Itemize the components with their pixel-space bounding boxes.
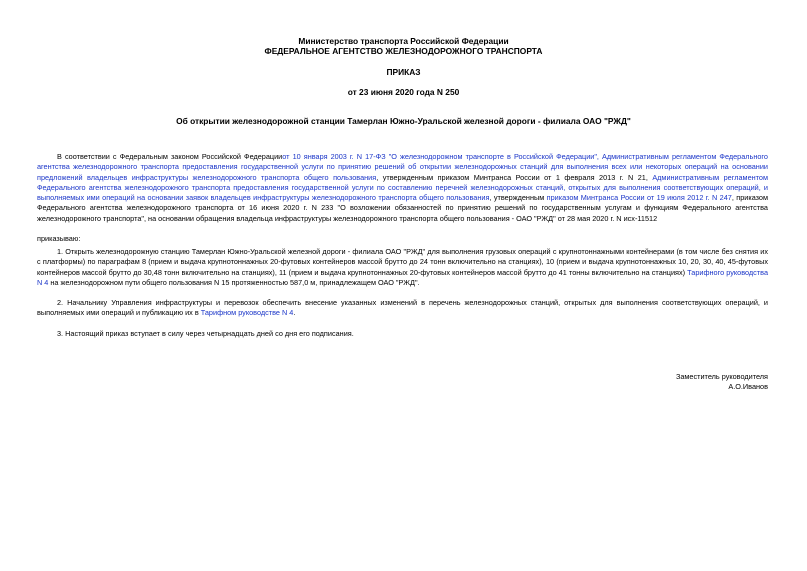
item-1-text-a: 1. Открыть железнодорожную станцию Тамерлан Южно-Уральской железной дороги - филиала ОАО "РЖД" для выполнения грузовых операций с крупнотоннажными контейнерами (в том числе без снятия их с платформы) по параграфам 8 (прием и выдача крупнотоннажных 20-футовых контейнеров массой брутто до 24 тонн включительно на станциях), 10 (прием и выдача крупнотоннажных 10, 20, 30, 40, 45-футовых контейнеров массой брутто до 30,48 тонн включительно на станциях), 11 (прием и выдача крупнотоннажных 20-футовых контейнеров массой брутто до 41 тонны включительно на станциях): [37, 247, 768, 277]
document-date-number: от 23 июня 2020 года N 250: [347, 87, 460, 97]
order-item-2: [37, 298, 768, 319]
preamble-text-1: В соответствии с Федеральным законом Российской Федерации: [57, 152, 283, 161]
federal-law-link[interactable]: от 10 января 2003 г. N 17-ФЗ "О железнодорожном транспорте в Российской Федерации", Административным регламентом Федерального агентства железнодорожного транспорта предоставления государственной услуги по принятию решений об открытии железнодорожных станций для выполнения всех или некоторых операций на основании предложений владельцев инфраструктуры железнодорожного транспорта общего пользования: [37, 152, 768, 182]
preamble-text-3: , утвержденным: [489, 193, 547, 203]
item-2-text-b: .: [293, 308, 296, 318]
order-word: приказываю:: [37, 234, 81, 243]
item-2-text-a: 2. Начальнику Управления инфраструктуры и перевозок обеспечить внесение указанных изменений в перечень железнодорожных станций, открытых для выполнения соответствующих операций, и выполняемых ими операций и публикацию их в: [37, 298, 768, 318]
admin-regulation-link[interactable]: Административным регламентом Федерального агентства железнодорожного транспорта предоставления государственной услуги по составлению перечней железнодорожных станций, открытых для выполнения соответствующих операций, и выполняемых ими операций на основании заявок владельцев инфраструктуры железнодорожного транспорта общего пользования: [37, 172, 768, 203]
signatory-position: Заместитель руководителя: [675, 372, 768, 381]
ministry-name: Министерство транспорта Российской Федерации: [298, 36, 509, 46]
order-item-1: [37, 247, 768, 288]
preamble-text-4: , приказом Федерального агентства железнодорожного транспорта от 16 июня 2020 г. N 233 "О возложении обязанностей по принятию решений по государственным услугам и функциям Федерального агентства железнодорожного транспорта", на основании обращения владельца инфраструктуры железнодорожного транспорта общего пользования - ОАО "РЖД" от 28 мая 2020 г. N исх-11512: [37, 193, 769, 223]
item-1-text-b: на железнодорожном пути общего пользования N 15 протяженностью 587,0 м, принадлежащем ОАО "РЖД".: [48, 277, 420, 287]
preamble-text-2: , утвержденным приказом Минтранса России от 1 февраля 2013 г. N 21,: [376, 172, 653, 182]
document-type: ПРИКАЗ: [386, 67, 421, 77]
tariff-guide-link-2[interactable]: Тарифном руководстве N 4: [200, 308, 294, 318]
tariff-guide-link-1[interactable]: Тарифного руководства N 4: [37, 267, 768, 287]
preamble-paragraph: [37, 152, 768, 224]
agency-name: ФЕДЕРАЛЬНОЕ АГЕНТСТВО ЖЕЛЕЗНОДОРОЖНОГО ТРАНСПОРТА: [264, 46, 543, 56]
order-item-3: 3. Настоящий приказ вступает в силу через четырнадцать дней со дня его подписания.: [57, 329, 354, 338]
document-title: Об открытии железнодорожной станции Тамерлан Южно-Уральской железной дороги - филиала ОАО "РЖД": [176, 116, 631, 126]
signatory-name: А.О.Иванов: [728, 382, 768, 391]
mintrans-order-link[interactable]: приказом Минтранса России от 19 июля 2012 г. N 247: [546, 193, 732, 203]
